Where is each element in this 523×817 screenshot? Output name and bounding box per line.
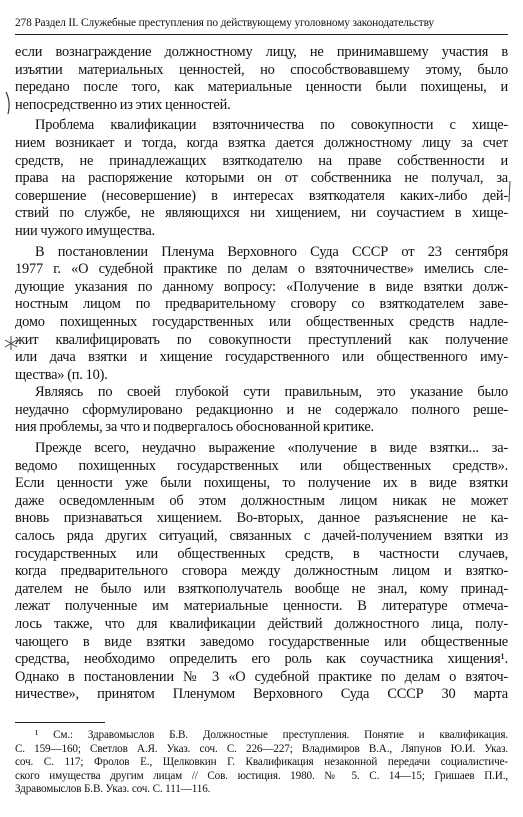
- text-line: чающего в виде взятки заведомо государственные или общественные: [15, 633, 508, 650]
- footnote-line: ¹ См.: Здравомыслов Б.В. Должностные преступления. Понятие и квалификация.: [35, 728, 508, 741]
- text-line: передано после того, как материальные ценности были похищены, и: [15, 79, 508, 96]
- text-line: даже осведомленным об этом должностным лицом никак не может: [15, 492, 508, 509]
- text-line: ведомо похищенных государственных или общественных средств».: [15, 457, 508, 474]
- text-line: ностным лицом по предварительному сговору со взяткодателем заве-: [15, 296, 508, 313]
- text-line: права на распоряжение которыми он от собственника не получал, за: [15, 170, 508, 187]
- text-line: лось также, что для квалификации действий должностного лица, полу-: [15, 616, 508, 632]
- footnote-line: С. 159—160; Светлов А.Я. Указ. соч. С. 226—227; Владимиров В.А., Ляпунов Ю.И. Указ.: [15, 742, 508, 755]
- text-line: когда предварительного сговора между должностным лицом и взятко-: [15, 563, 508, 580]
- text-line: 1977 г. «О судебной практике по делам о взяточничестве» имелись сле-: [15, 261, 508, 278]
- text-line: государственных или общественных средств, в частности случаев,: [15, 545, 508, 562]
- footnote-line: соч. С. 117; Фролов Е., Щелковкин Г. Квалификация незаконной передачи социалистиче-: [15, 756, 508, 769]
- text-line: ния проблемы, за что и подвергалось обоснованной критике.: [15, 419, 374, 436]
- text-line: ствий по службе, не являющихся ни хищением, ни соучастием в хище-: [15, 205, 508, 222]
- text-line: Однако в постановлении № 3 «О судебной практике по делам о взяточ-: [15, 668, 508, 685]
- margin-pencil-mark: [2, 88, 18, 118]
- footnotes: [15, 729, 508, 797]
- margin-asterisk-mark: [3, 334, 19, 354]
- text-line: ничестве», принятом Пленумом Верховного Суда СССР 30 марта: [15, 686, 508, 703]
- text-line: непосредственно из этих ценностей.: [15, 96, 231, 113]
- text-line: Прежде всего, неудачно выражение «получение в виде взятки... за-: [35, 440, 508, 457]
- footnote-divider: [15, 722, 105, 723]
- text-line: Являясь по своей глубокой сути правильным, это указание было: [35, 384, 508, 401]
- text-line: Если ценности уже были похищены, то получение их в виде взятки: [15, 475, 508, 492]
- running-header: [15, 0, 508, 35]
- text-line: средств, не принадлежащих взяткодателю на праве собственности и: [15, 152, 508, 169]
- text-line: лежат полученные им материальные ценности. В литературе отмеча-: [15, 598, 508, 615]
- text-line: дателем не было или взяткополучатель вообще не знал, кому принад-: [15, 580, 508, 597]
- footnote-line: Здравомыслов Б.В. Указ. соч. С. 111—116.: [15, 783, 211, 796]
- text-line: щества» (п. 10).: [15, 366, 108, 383]
- margin-pencil-mark: [502, 178, 518, 206]
- text-line: неудачно сформулировано редакционно и не содержало полного реше-: [15, 401, 508, 418]
- text-line: или дача взятки и хищение государственного или общественного иму-: [15, 349, 508, 366]
- running-title: Раздел II. Служебные преступления по действующему уголовному законодательству: [34, 17, 434, 29]
- text-line: средства, необходимо определить его роль как соучастника хищения¹.: [15, 651, 508, 668]
- text-line: В постановлении Пленума Верховного Суда СССР от 23 сентября: [35, 243, 508, 260]
- page-number: 278: [15, 17, 32, 29]
- text-line: домо похищенных государственных или общественных средств надле-: [15, 313, 508, 330]
- text-line: нием возникает и тогда, когда взятка дается должностному лицу за счет: [15, 134, 508, 151]
- footnote-line: ского имущества другим лицам // Сов. юстиция. 1980. № 5. С. 14—15; Гришаев П.И.,: [15, 769, 508, 782]
- text-line: Проблема квалификации взяточничества по совокупности с хище-: [35, 117, 508, 134]
- text-line: изъятии материальных ценностей, но способствовавшему этому, было: [15, 61, 508, 78]
- main-text: [15, 35, 508, 704]
- text-line: вновь признаваться хищением. Во-вторых, данное разъяснение не ка-: [15, 510, 508, 527]
- text-line: дующие указания по данному вопросу: «Получение в виде взятки долж-: [15, 278, 508, 295]
- text-line: если вознаграждение должностному лицу, не принимавшему участия в: [15, 44, 508, 60]
- text-line: нии чужого имущества.: [15, 222, 155, 239]
- text-line: жит квалифицировать по совокупности преступлений как получение: [15, 331, 508, 348]
- text-line: совершение (несовершение) в интересах взяткодателя каких-либо дей-: [15, 187, 508, 204]
- text-line: салось ряда других ситуаций, связанных с дачей-получением взятки из: [15, 528, 508, 545]
